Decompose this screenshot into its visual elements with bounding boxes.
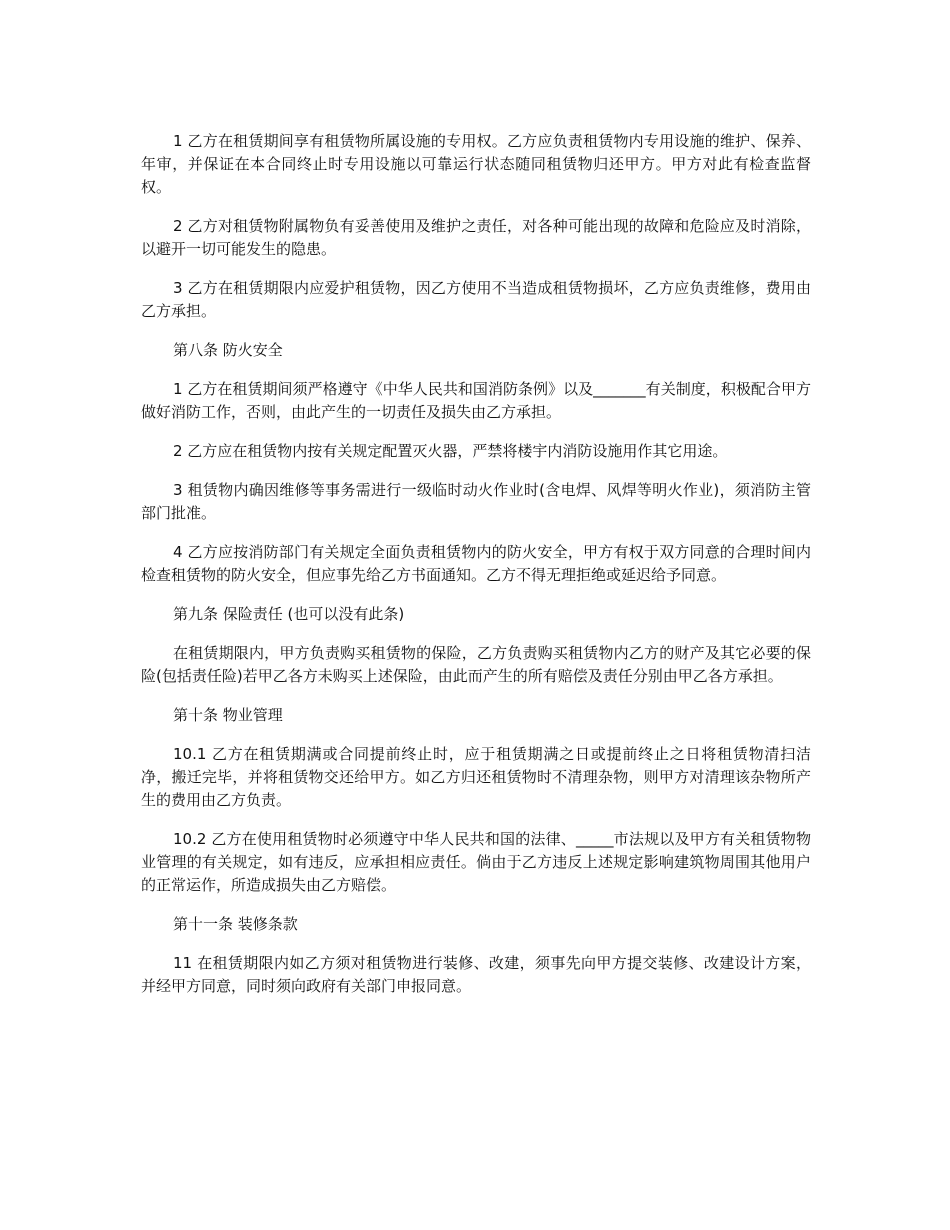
clause-paragraph: 2 乙方对租赁物附属物负有妥善使用及维护之责任，对各种可能出现的故障和危险应及时消除，以避开一切可能发生的隐患。: [141, 217, 811, 258]
clause-paragraph: 10.1 乙方在租赁期满或合同提前终止时，应于租赁期满之日或提前终止之日将租赁物清扫洁净，搬迁完毕，并将租赁物交还给甲方。如乙方归还租赁物时不清理杂物，则甲方对清理该杂物所产生的费用由乙方负责。: [141, 745, 811, 809]
clause-paragraph: 在租赁期限内，甲方负责购买租赁物的保险，乙方负责购买租赁物内乙方的财产及其它必要的保险(包括责任险)若甲乙各方未购买上述保险，由此而产生的所有赔偿及责任分别由甲乙各方承担。: [141, 644, 811, 685]
clause-paragraph: 3 乙方在租赁期限内应爱护租赁物，因乙方使用不当造成租赁物损坏，乙方应负责维修，费用由乙方承担。: [141, 279, 811, 320]
article-heading: 第八条 防火安全: [173, 341, 283, 359]
article-heading: 第九条 保险责任 (也可以没有此条): [173, 605, 405, 623]
clause-paragraph: 1 乙方在租赁期间享有租赁物所属设施的专用权。乙方应负责租赁物内专用设施的维护、保养、年审，并保证在本合同终止时专用设施以可靠运行状态随同租赁物归还甲方。甲方对此有检查监督权。: [141, 132, 811, 196]
clause-paragraph: 4 乙方应按消防部门有关规定全面负责租赁物内的防火安全，甲方有权于双方同意的合理时间内检查租赁物的防火安全，但应事先给乙方书面通知。乙方不得无理拒绝或延迟给予同意。: [141, 543, 811, 584]
clause-paragraph: 3 租赁物内确因维修等事务需进行一级临时动火作业时(含电焊、风焊等明火作业)，须消防主管部门批准。: [141, 481, 811, 522]
clause-paragraph: 1 乙方在租赁期间须严格遵守《中华人民共和国消防条例》以及_______有关制度，积极配合甲方做好消防工作，否则，由此产生的一切责任及损失由乙方承担。: [141, 380, 811, 421]
clause-paragraph: 10.2 乙方在使用租赁物时必须遵守中华人民共和国的法律、_____市法规以及甲方有关租赁物物业管理的有关规定，如有违反，应承担相应责任。倘由于乙方违反上述规定影响建筑物周围其他用户的正常运作，所造成损失由乙方赔偿。: [141, 830, 811, 894]
document-body: [141, 130, 811, 1014]
article-heading: 第十条 物业管理: [173, 706, 283, 724]
clause-paragraph: 11 在租赁期限内如乙方须对租赁物进行装修、改建，须事先向甲方提交装修、改建设计方案，并经甲方同意，同时须向政府有关部门申报同意。: [141, 954, 811, 995]
clause-paragraph: 2 乙方应在租赁物内按有关规定配置灭火器，严禁将楼宇内消防设施用作其它用途。: [173, 442, 728, 460]
article-heading: 第十一条 装修条款: [173, 915, 298, 933]
